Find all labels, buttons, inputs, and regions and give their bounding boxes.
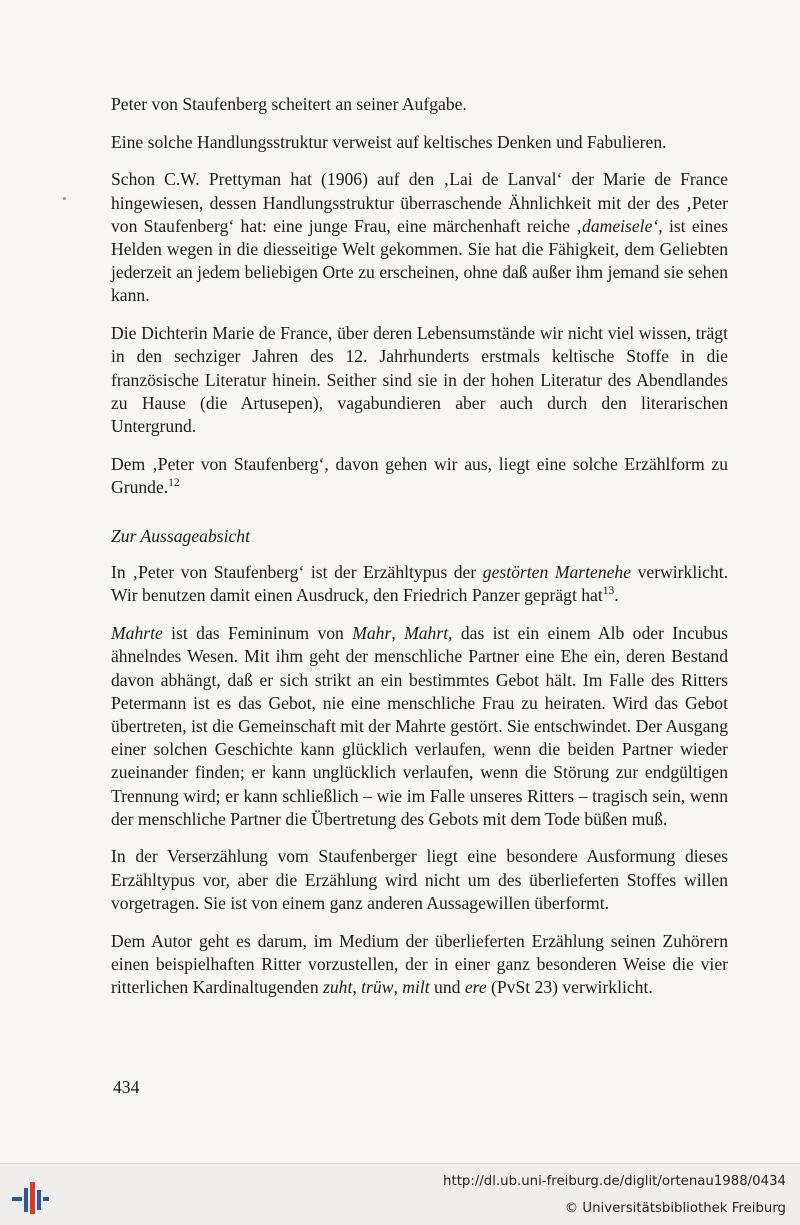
term-ere: ere xyxy=(464,977,487,997)
paragraph-3-emphasis: ‚dameisele‘ xyxy=(576,215,659,236)
paragraph-3 xyxy=(111,168,728,307)
footnote-ref-12[interactable]: 12 xyxy=(168,476,180,489)
term-truew: trüw xyxy=(361,977,394,997)
paragraph-9 xyxy=(111,930,728,1000)
paragraph-1 xyxy=(111,93,728,116)
paragraph-7-text-b: , das ist ein einem Alb oder Incubus ähnelndes Wesen. Mit ihm geht der menschliche Partner eine Ehe ein, deren Bestand davon abhängt, daß er sich strikt an ein bestimmtes Gebot hält. Im Falle des Ritters Petermann ist es das Gebot, nie eine menschliche Frau zu heiraten. Wird das Gebot übertreten, ist die Gemeinschaft mit der Mahrte gestört. Sie entschwindet. Der Ausgang einer solchen Geschichte kann glücklich verlaufen, wenn die beiden Partner wieder zueinander finden; er kann unglücklich verlaufen, wenn die Störung zur endgültigen Trennung wird; er kann schließlich – wie im Falle unseres Ritters – tragisch sein, wenn der menschliche Partner die Übertretung des Gebots mit dem Tode büßen muß. xyxy=(111,623,728,829)
paragraph-9-comma-1: , xyxy=(352,977,362,997)
paragraph-2-text: Eine solche Handlungsstruktur verweist auf keltisches Denken und Fabulieren. xyxy=(111,131,667,152)
paragraph-9-comma-2: , xyxy=(393,977,403,997)
paragraph-8-text: In der Verserzählung vom Staufenberger liegt eine besondere Ausformung dieses Erzähltypus vor, aber die Erzählung wird nicht um des überlieferten Stoffes willen vorgetragen. Sie ist von einem ganz anderen Aussagewillen überformt. xyxy=(111,846,728,913)
paragraph-7 xyxy=(111,622,728,831)
term-mahr: Mahr xyxy=(352,623,392,644)
paragraph-9-und: und xyxy=(429,977,465,997)
paragraph-8 xyxy=(111,845,728,915)
copyright-notice: © Universitätsbibliothek Freiburg xyxy=(564,1201,786,1216)
viewer-footer xyxy=(0,1163,800,1225)
paragraph-9-text-b: (PvSt 23) verwirklicht. xyxy=(486,977,653,997)
paragraph-6-text-b: verwirklicht. Wir benutzen damit einen Ausdruck, den Friedrich Panzer geprägt hat xyxy=(111,562,729,606)
paragraph-2 xyxy=(111,131,728,154)
paragraph-5-text: Dem ‚Peter von Staufenberg‘, davon gehen wir aus, liegt eine solche Erzählform zu Grunde. xyxy=(111,453,728,497)
paragraph-6-emphasis: gestörten Martenehe xyxy=(482,562,632,583)
page-number: 434 xyxy=(113,1077,140,1097)
paragraph-4 xyxy=(111,322,728,438)
paragraph-6-text-a: In ‚Peter von Staufenberg‘ ist der Erzähltypus der xyxy=(111,562,483,583)
paragraph-7-text-a: ist das Femininum von xyxy=(162,623,353,644)
paragraph-9-text-a: Dem Autor geht es darum, im Medium der überlieferten Erzählung seinen Zuhörern einen beispielhaften Ritter vorzustellen, der in einer ganz besonderen Weise die vier ritterlichen Kardinaltugenden xyxy=(111,930,728,997)
body-text xyxy=(111,93,728,999)
paragraph-7-comma: , xyxy=(391,623,405,644)
ub-freiburg-logo-icon[interactable] xyxy=(10,1178,50,1218)
paragraph-5 xyxy=(111,453,728,499)
term-zuht: zuht xyxy=(323,977,353,997)
permalink-url[interactable]: http://dl.ub.uni-freiburg.de/diglit/ortenau1988/0434 xyxy=(443,1174,786,1189)
paragraph-3-text-a: Schon C.W. Prettyman hat (1906) auf den ‚Lai de Lanval‘ der Marie de France hingewiesen, dessen Handlungsstruktur überraschende Ähnlichkeit mit der des ‚Peter von Staufenberg‘ hat: eine junge Frau, eine märchenhaft reiche xyxy=(111,169,728,236)
paragraph-6 xyxy=(111,561,728,607)
footnote-ref-13[interactable]: 13 xyxy=(602,585,615,598)
margin-speck xyxy=(63,197,66,200)
term-mahrte: Mahrte xyxy=(111,623,163,644)
term-mahrt: Mahrt xyxy=(404,623,449,644)
section-heading: Zur Aussageabsicht xyxy=(111,526,250,547)
paragraph-3-text-b: , ist eines Helden wegen in die diesseitige Welt gekommen. Sie hat die Fähigkeit, dem Geliebten jederzeit an jedem beliebigen Orte zu erscheinen, ohne daß außer ihm jemand sie sehen kann. xyxy=(111,215,729,306)
term-milt: milt xyxy=(402,977,430,997)
paragraph-4-text: Die Dichterin Marie de France, über deren Lebensumstände wir nicht viel wissen, trägt in den sechziger Jahren des 12. Jahrhunderts erstmals keltische Stoffe in die französische Literatur hinein. Seither sind sie in der hohen Literatur des Abendlandes zu Hause (die Artusepen), vagabundieren aber auch durch den literarischen Untergrund. xyxy=(111,323,728,436)
paragraph-6-period: . xyxy=(614,585,619,606)
paragraph-1-text: Peter von Staufenberg scheitert an seiner Aufgabe. xyxy=(111,94,467,114)
